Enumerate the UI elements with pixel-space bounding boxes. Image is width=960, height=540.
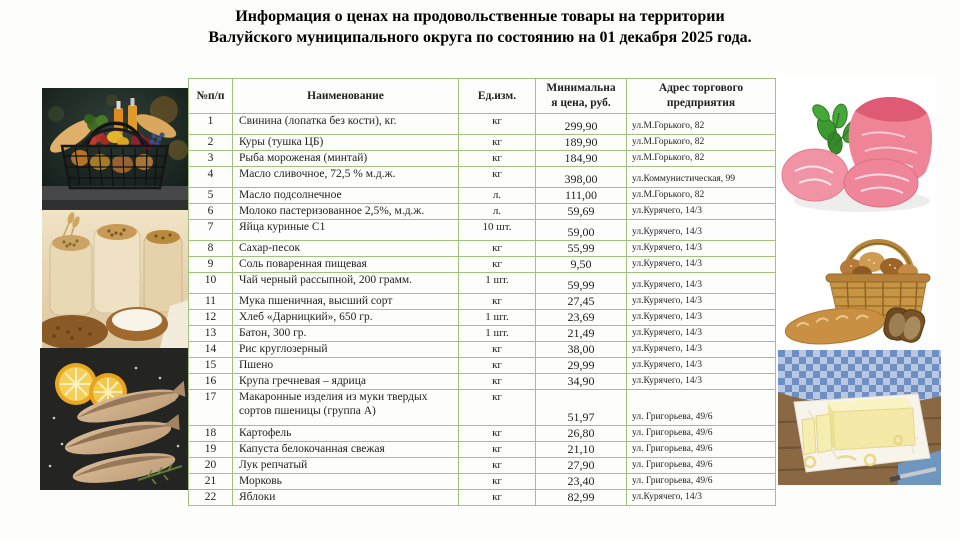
cell-unit: кг xyxy=(459,342,536,358)
cell-price: 59,69 xyxy=(536,204,627,220)
table-row xyxy=(189,342,776,358)
cell-address: ул.Курячего, 14/3 xyxy=(627,257,776,273)
cell-address: ул. Григорьева, 49/6 xyxy=(627,442,776,458)
cell-num: 13 xyxy=(189,326,233,342)
cell-unit: кг xyxy=(459,490,536,506)
title-line-2: Валуйского муниципального округа по состоянию на 01 декабря 2025 года. xyxy=(208,29,752,46)
cell-name: Масло подсолнечное xyxy=(233,188,459,204)
cell-price: 299,90 xyxy=(536,114,627,135)
cell-unit: кг xyxy=(459,426,536,442)
cell-unit: кг xyxy=(459,167,536,188)
table-row xyxy=(189,442,776,458)
cell-unit: кг xyxy=(459,151,536,167)
cell-price: 51,97 xyxy=(536,390,627,426)
table-row xyxy=(189,390,776,426)
cell-name: Масло сливочное, 72,5 % м.д.ж. xyxy=(233,167,459,188)
cell-address: ул.М.Горького, 82 xyxy=(627,188,776,204)
cell-unit: кг xyxy=(459,458,536,474)
bread-basket-photo xyxy=(777,220,937,346)
cell-name: Рис круглозерный xyxy=(233,342,459,358)
cell-name: Мука пшеничная, высший сорт xyxy=(233,294,459,310)
frozen-fish-photo xyxy=(40,348,188,490)
cell-address: ул. Григорьева, 49/6 xyxy=(627,458,776,474)
cell-name: Морковь xyxy=(233,474,459,490)
grain-sacks-photo xyxy=(42,210,188,348)
cell-address: ул.Курячего, 14/3 xyxy=(627,374,776,390)
cell-address: ул.Курячего, 14/3 xyxy=(627,358,776,374)
cell-address: ул.Курячего, 14/3 xyxy=(627,220,776,241)
table-row xyxy=(189,167,776,188)
butter-photo xyxy=(778,350,941,485)
cell-address: ул.Курячего, 14/3 xyxy=(627,204,776,220)
table-row xyxy=(189,310,776,326)
cell-address: ул.Курячего, 14/3 xyxy=(627,273,776,294)
cell-unit: кг xyxy=(459,374,536,390)
cell-name: Лук репчатый xyxy=(233,458,459,474)
cell-num: 18 xyxy=(189,426,233,442)
cell-name: Капуста белокочанная свежая xyxy=(233,442,459,458)
cell-name: Картофель xyxy=(233,426,459,442)
table-row xyxy=(189,188,776,204)
cell-price: 111,00 xyxy=(536,188,627,204)
cell-name: Пшено xyxy=(233,358,459,374)
cell-price: 59,00 xyxy=(536,220,627,241)
header-price xyxy=(536,79,627,114)
cell-price: 398,00 xyxy=(536,167,627,188)
cell-name: Куры (тушка ЦБ) xyxy=(233,135,459,151)
cell-unit: л. xyxy=(459,188,536,204)
price-table xyxy=(188,78,776,506)
cell-address: ул.М.Горького, 82 xyxy=(627,114,776,135)
header-price-line-1: Минимальна xyxy=(546,82,616,94)
cell-price: 189,90 xyxy=(536,135,627,151)
cell-price: 27,45 xyxy=(536,294,627,310)
page-title xyxy=(0,6,960,48)
cell-price: 29,99 xyxy=(536,358,627,374)
cell-num: 2 xyxy=(189,135,233,151)
cell-unit: кг xyxy=(459,390,536,426)
cell-num: 16 xyxy=(189,374,233,390)
cell-unit: 1 шт. xyxy=(459,326,536,342)
cell-unit: кг xyxy=(459,294,536,310)
table-row xyxy=(189,294,776,310)
cell-num: 17 xyxy=(189,390,233,426)
cell-address: ул. Григорьева, 49/6 xyxy=(627,426,776,442)
cell-num: 8 xyxy=(189,241,233,257)
cell-address: ул.Курячего, 14/3 xyxy=(627,241,776,257)
table-header-row xyxy=(189,79,776,114)
cell-name: Молоко пастеризованное 2,5%, м.д.ж. xyxy=(233,204,459,220)
cell-address: ул.Курячего, 14/3 xyxy=(627,326,776,342)
cell-name: Свинина (лопатка без кости), кг. xyxy=(233,114,459,135)
cell-name: Макаронные изделия из муки твердых сортов пшеницы (группа А) xyxy=(233,390,459,426)
table-row xyxy=(189,474,776,490)
cell-price: 59,99 xyxy=(536,273,627,294)
cell-num: 3 xyxy=(189,151,233,167)
cell-address: ул. Григорьева, 49/6 xyxy=(627,474,776,490)
table-row xyxy=(189,204,776,220)
title-line-1: Информация о ценах на продовольственные товары на территории xyxy=(235,8,725,25)
cell-unit: кг xyxy=(459,358,536,374)
header-address-line-1: Адрес торгового xyxy=(658,82,744,94)
cell-price: 21,10 xyxy=(536,442,627,458)
cell-unit: л. xyxy=(459,204,536,220)
cell-unit: кг xyxy=(459,474,536,490)
cell-address: ул.Курячего, 14/3 xyxy=(627,490,776,506)
header-price-line-2: я цена, руб. xyxy=(551,97,611,109)
cell-num: 22 xyxy=(189,490,233,506)
cell-unit: кг xyxy=(459,135,536,151)
cell-unit: кг xyxy=(459,241,536,257)
cell-price: 82,99 xyxy=(536,490,627,506)
header-address xyxy=(627,79,776,114)
cell-name: Яблоки xyxy=(233,490,459,506)
table-row xyxy=(189,374,776,390)
cell-name: Соль поваренная пищевая xyxy=(233,257,459,273)
cell-address: ул. Григорьева, 49/6 xyxy=(627,390,776,426)
cell-unit: кг xyxy=(459,114,536,135)
table-row xyxy=(189,326,776,342)
table-row xyxy=(189,241,776,257)
cell-unit: 10 шт. xyxy=(459,220,536,241)
cell-address: ул.М.Горького, 82 xyxy=(627,135,776,151)
cell-num: 1 xyxy=(189,114,233,135)
cell-name: Батон, 300 гр. xyxy=(233,326,459,342)
cell-name: Хлеб «Дарницкий», 650 гр. xyxy=(233,310,459,326)
cell-unit: кг xyxy=(459,257,536,273)
cell-address: ул.Коммунистическая, 99 xyxy=(627,167,776,188)
cell-num: 15 xyxy=(189,358,233,374)
table-row xyxy=(189,458,776,474)
cell-num: 7 xyxy=(189,220,233,241)
table-row xyxy=(189,151,776,167)
cell-name: Яйца куриные С1 xyxy=(233,220,459,241)
cell-address: ул.Курячего, 14/3 xyxy=(627,342,776,358)
grocery-basket-photo xyxy=(42,88,188,210)
cell-num: 10 xyxy=(189,273,233,294)
cell-unit: 1 шт. xyxy=(459,310,536,326)
cell-unit: 1 шт. xyxy=(459,273,536,294)
table-row xyxy=(189,220,776,241)
cell-num: 11 xyxy=(189,294,233,310)
table-row xyxy=(189,135,776,151)
cell-name: Крупа гречневая – ядрица xyxy=(233,374,459,390)
cell-num: 19 xyxy=(189,442,233,458)
cell-unit: кг xyxy=(459,442,536,458)
cell-name: Рыба мороженая (минтай) xyxy=(233,151,459,167)
cell-num: 20 xyxy=(189,458,233,474)
header-address-line-2: предприятия xyxy=(666,97,736,109)
cell-price: 23,69 xyxy=(536,310,627,326)
cell-price: 21,49 xyxy=(536,326,627,342)
cell-num: 12 xyxy=(189,310,233,326)
raw-meat-photo xyxy=(777,73,937,220)
cell-num: 6 xyxy=(189,204,233,220)
cell-price: 26,80 xyxy=(536,426,627,442)
cell-price: 27,90 xyxy=(536,458,627,474)
table-row xyxy=(189,358,776,374)
cell-address: ул.Курячего, 14/3 xyxy=(627,310,776,326)
cell-num: 5 xyxy=(189,188,233,204)
cell-price: 55,99 xyxy=(536,241,627,257)
table-row xyxy=(189,273,776,294)
table-row xyxy=(189,114,776,135)
header-num: №п/п xyxy=(189,79,233,114)
cell-num: 9 xyxy=(189,257,233,273)
table-row xyxy=(189,257,776,273)
table-row xyxy=(189,426,776,442)
cell-price: 34,90 xyxy=(536,374,627,390)
table-row xyxy=(189,490,776,506)
cell-name: Сахар-песок xyxy=(233,241,459,257)
header-unit: Ед.изм. xyxy=(459,79,536,114)
cell-num: 14 xyxy=(189,342,233,358)
cell-price: 23,40 xyxy=(536,474,627,490)
cell-price: 9,50 xyxy=(536,257,627,273)
cell-price: 184,90 xyxy=(536,151,627,167)
cell-price: 38,00 xyxy=(536,342,627,358)
cell-num: 4 xyxy=(189,167,233,188)
cell-address: ул.М.Горького, 82 xyxy=(627,151,776,167)
cell-address: ул.Курячего, 14/3 xyxy=(627,294,776,310)
cell-num: 21 xyxy=(189,474,233,490)
cell-name: Чай черный рассыпной, 200 грамм. xyxy=(233,273,459,294)
header-name: Наименование xyxy=(233,79,459,114)
